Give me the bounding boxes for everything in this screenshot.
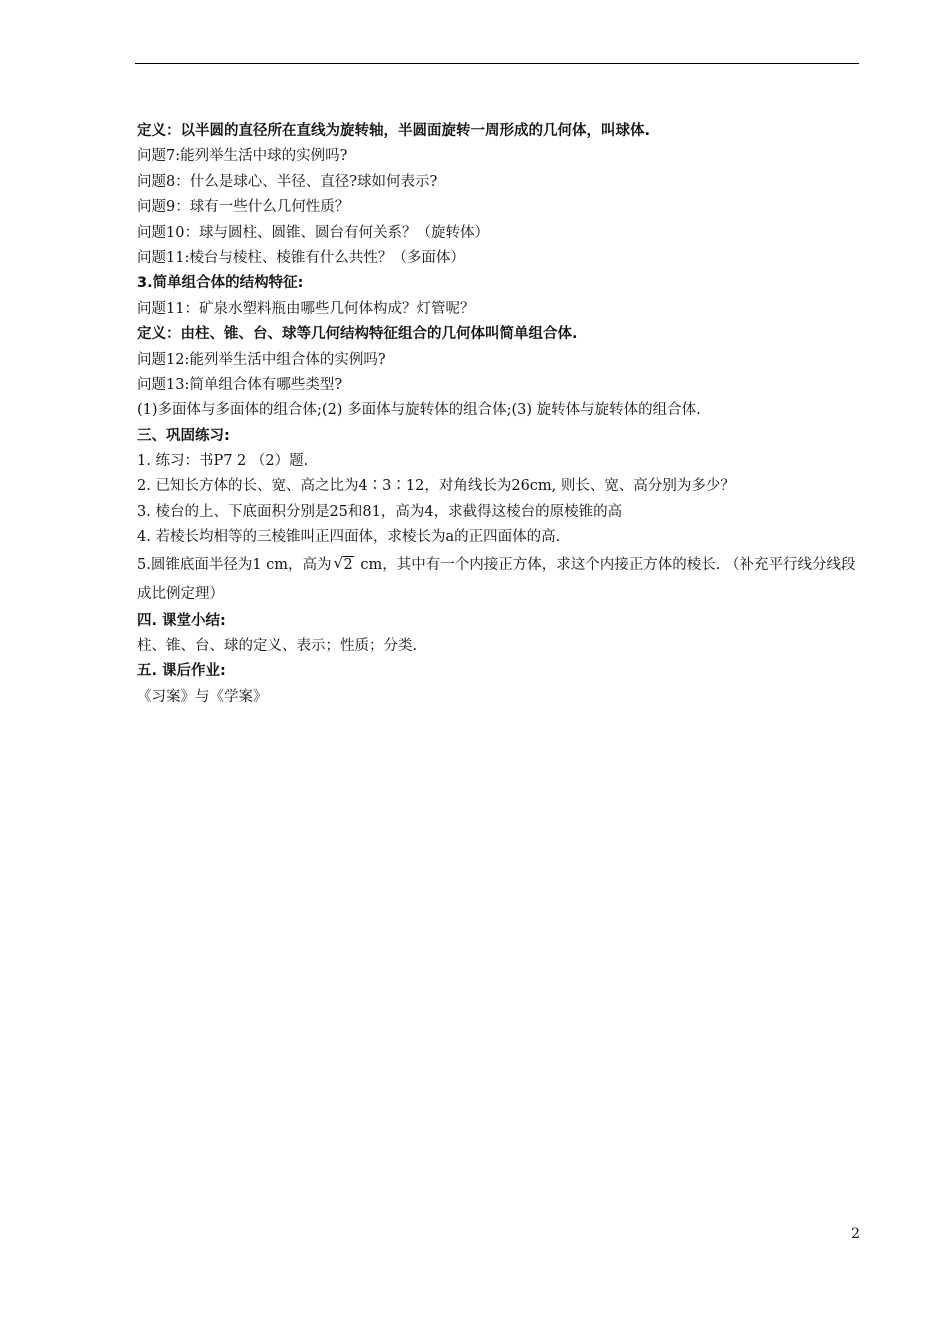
exercise-2: 2. 已知长方体的长、宽、高之比为4∶3∶12，对角线长为26cm, 则长、宽、高分别为多少？ xyxy=(137,478,735,495)
sqrt-expression: √ 2 xyxy=(333,553,353,573)
exercise-3: 3. 棱台的上、下底面积分别是25和81，高为4，求截得这棱台的原棱锥的高 xyxy=(137,503,623,520)
definition-composite: 定义：由柱、锥、台、球等几何结构特征组合的几何体叫简单组合体. xyxy=(137,326,578,343)
exercise-1: 1. 练习：书P7 2 （2）题. xyxy=(137,453,309,470)
exercise-5-before: 5.圆锥底面半径为1 cm，高为 xyxy=(137,556,332,573)
document-body xyxy=(137,119,859,710)
exercise-5 xyxy=(137,551,859,609)
page-number: 2 xyxy=(851,1226,860,1242)
definition-sphere: 定义：以半圆的直径所在直线为旋转轴，半圆面旋转一周形成的几何体，叫球体. xyxy=(137,123,651,139)
summary-text: 柱、锥、台、球的定义、表示；性质；分类. xyxy=(137,638,418,655)
exercise-5-after: cm，其中有一个内接正方体，求这个内接正方体的棱长. （补充平行线分线段成比例定理） xyxy=(137,556,856,602)
question-13: 问题13:简单组合体有哪些类型? xyxy=(137,376,343,393)
question-7: 问题7:能列举生活中球的实例吗? xyxy=(137,148,348,165)
question-11a: 问题11:棱台与棱柱、棱锥有什么共性？（多面体） xyxy=(137,249,465,266)
section-homework-heading: 五. 课后作业: xyxy=(137,663,226,680)
question-12: 问题12:能列举生活中组合体的实例吗? xyxy=(137,351,386,368)
header-rule xyxy=(135,63,859,64)
sqrt-radicand: 2 xyxy=(343,556,353,573)
composite-types: (1)多面体与多面体的组合体;(2) 多面体与旋转体的组合体;(3) 旋转体与旋转体的组合体. xyxy=(137,402,701,419)
homework-text: 《习案》与《学案》 xyxy=(137,688,268,705)
question-11b: 问题11：矿泉水塑料瓶由哪些几何体构成？灯管呢？ xyxy=(137,300,475,317)
section-summary-heading: 四. 课堂小结: xyxy=(137,612,226,629)
exercise-4: 4. 若棱长均相等的三棱锥叫正四面体，求棱长为a的正四面体的高. xyxy=(137,529,561,546)
question-10: 问题10：球与圆柱、圆锥、圆台有何关系？（旋转体） xyxy=(137,224,489,241)
section-practice-heading: 三、巩固练习: xyxy=(137,427,230,444)
question-8: 问题8：什么是球心、半径、直径?球如何表示? xyxy=(137,173,438,190)
question-9: 问题9：球有一些什么几何性质？ xyxy=(137,199,350,216)
section-3-heading: 3.简单组合体的结构特征: xyxy=(137,275,304,292)
